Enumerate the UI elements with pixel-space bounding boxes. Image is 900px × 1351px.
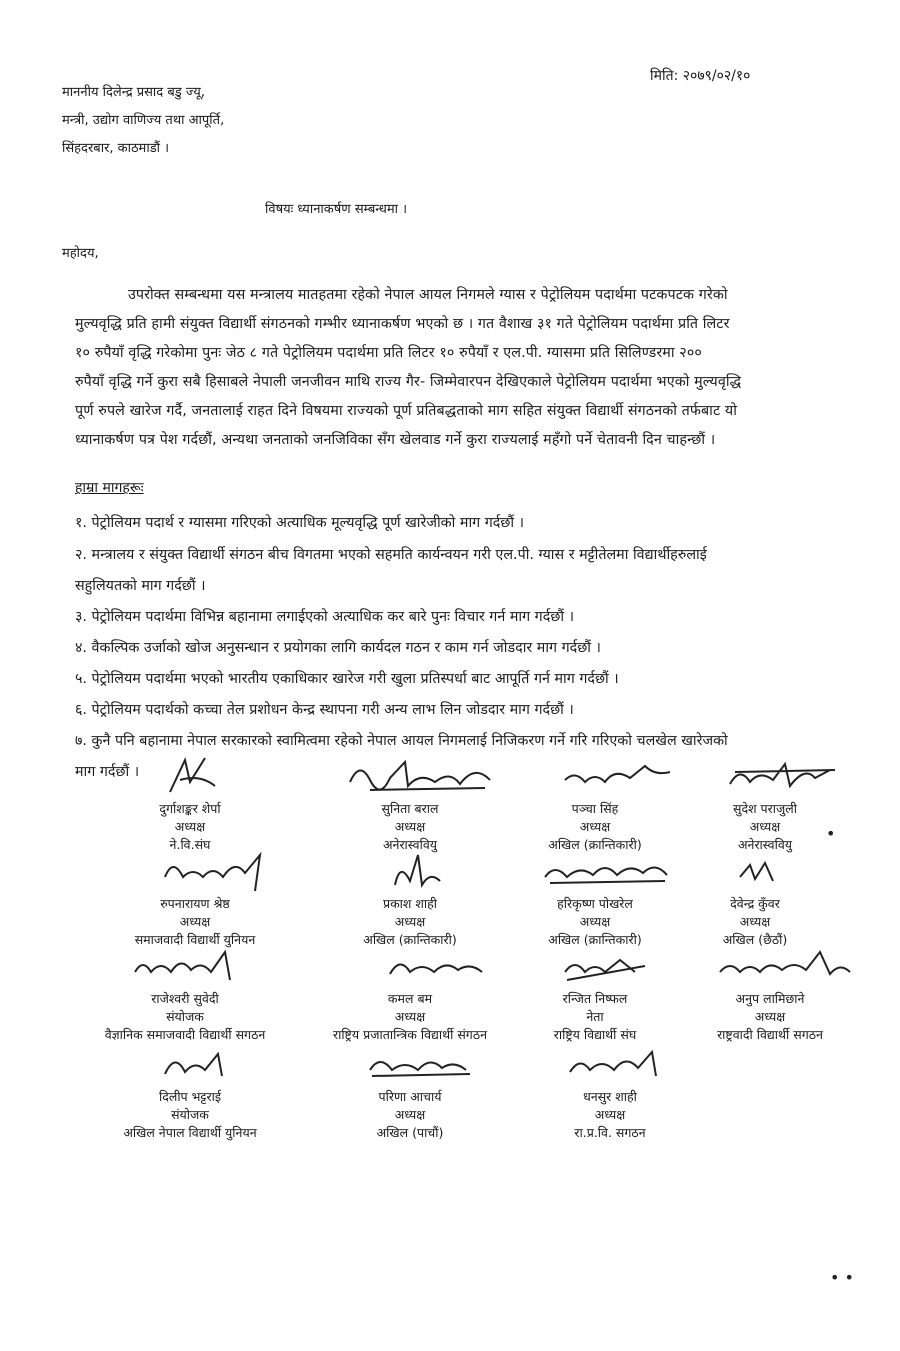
signatory-role: अध्यक्ष (394, 914, 426, 929)
handwritten-signature (95, 847, 295, 895)
signatory-name: सुनिता बराल (381, 801, 439, 816)
signatory-role: संयोजक (166, 1009, 204, 1024)
signatory-role: अध्यक्ष (594, 1107, 626, 1122)
handwritten-signature (655, 847, 855, 895)
signatory-org: अखिल नेपाल विद्यार्थी युनियन (123, 1125, 257, 1140)
handwritten-signature (510, 1040, 710, 1088)
demand-item: ५. पेट्रोलियम पदार्थमा भएको भारतीय एकाधिकार खारेज गरी खुला प्रतिस्पर्धा बाट आपूर्ति गर्न माग गर्दछौं । (75, 671, 619, 687)
signatory-org: राष्ट्रिय विद्यार्थी संघ (553, 1027, 637, 1042)
body-line: ध्यानाकर्षण पत्र पेश गर्दछौं, अन्यथा जनताको जनजिविका सँग खेलवाड गर्ने कुरा राज्यलाई महँगो पर्ने चेतावनी दिन चाहन्छौं । (75, 432, 716, 448)
signatory-block (310, 1040, 510, 1142)
signatory-role: अध्यक्ष (174, 819, 206, 834)
body-line: पूर्ण रुपले खारेज गर्दै, जनतालाई राहत दिने विषयमा राज्यको पूर्ण प्रतिबद्धताको माग सहित संयुक्त विद्यार्थी संगठनको तर्फबाट यो (75, 403, 738, 419)
demand-item: ७. कुनै पनि बहानामा नेपाल सरकारको स्वामित्वमा रहेको नेपाल आयल निगमलाई निजिकरण गर्ने गरि गरिएको चलखेल खारेजको (75, 733, 728, 749)
signatory-org: अखिल (क्रान्तिकारी) (548, 932, 642, 947)
signatory-role: अध्यक्ष (394, 819, 426, 834)
signatory-name: दुर्गाशङ्कर शेर्पा (159, 801, 221, 816)
signatory-org: वैज्ञानिक समाजवादी विद्यार्थी सगठन (104, 1027, 266, 1042)
signatory-org: अखिल (पाचौं) (376, 1125, 444, 1140)
signatory-role: अध्यक्ष (579, 819, 611, 834)
signatory-block (655, 847, 855, 949)
signatory-block (510, 1040, 710, 1142)
signatory-role: संयोजक (171, 1107, 209, 1122)
signatory-org: अखिल (क्रान्तिकारी) (363, 932, 457, 947)
signatory-name: सुदेश पराजुली (733, 801, 797, 816)
signatory-role: अध्यक्ष (394, 1009, 426, 1024)
handwritten-signature (90, 752, 290, 800)
signatory-name: कमल बम (387, 991, 433, 1006)
signatory-name: परिणा आचार्य (378, 1089, 442, 1104)
signatory-org: ने.वि.संघ (169, 837, 211, 852)
body-line: मुल्यवृद्धि प्रति हामी संयुक्त विद्यार्थी संगठनको गम्भीर ध्यानाकर्षण भएको छ । गत वैशाख ३१ गते पेट्रोलियम पदार्थमा प्रति लिटर (75, 316, 730, 332)
signatory-block (310, 847, 510, 949)
demand-item-continuation: सहुलियतको माग गर्दछौं । (75, 578, 206, 594)
signatory-name: रुपनारायण श्रेष्ठ (160, 896, 230, 911)
signatory-block (310, 942, 510, 1044)
demands-heading: हाम्रा मागहरूः (75, 480, 144, 496)
signatory-role: अध्यक्ष (754, 1009, 786, 1024)
handwritten-signature (665, 752, 865, 800)
recipient-line-3: सिंहदरबार, काठमाडौं । (62, 141, 170, 156)
signatory-role: अध्यक्ष (179, 914, 211, 929)
signatory-block (95, 847, 295, 949)
signatory-org: अनेरास्ववियु (382, 837, 438, 852)
signatory-block (90, 752, 290, 854)
scan-speck: • • (830, 1268, 854, 1287)
signatory-block (495, 942, 695, 1044)
signatory-name: धनसुर शाही (583, 1089, 637, 1104)
signatory-block (90, 1040, 290, 1142)
handwritten-signature (85, 942, 285, 990)
demand-item-continuation: माग गर्दछौं । (75, 764, 140, 780)
salutation: महोदय, (62, 246, 99, 261)
signatory-block (85, 942, 285, 1044)
signatory-name: राजेश्वरी सुवेदी (151, 991, 219, 1006)
body-line: १० रुपैयाँ वृद्धि गरेकोमा पुनः जेठ ८ गते पेट्रोलियम पदार्थमा प्रति लिटर १० रुपैयाँ र एल.पी. ग्यासमा प्रति सिलिण्डरमा २०० (75, 345, 702, 361)
signatory-block (310, 752, 510, 854)
signatory-block (670, 942, 870, 1044)
signatory-org: राष्ट्रिय प्रजातान्त्रिक विद्यार्थी संगठन (332, 1027, 488, 1042)
scan-speck: • (826, 824, 836, 843)
signatory-role: अध्यक्ष (579, 914, 611, 929)
signatory-org: रा.प्र.वि. सगठन (574, 1125, 646, 1140)
signatory-org: राष्ट्रवादी विद्यार्थी सगठन (717, 1027, 823, 1042)
signatory-org: अखिल (क्रान्तिकारी) (548, 837, 642, 852)
letter-date: मिति: २०७९/०२/१० (650, 68, 751, 84)
signatory-role: नेता (586, 1009, 604, 1024)
demand-item: ३. पेट्रोलियम पदार्थमा विभिन्न बहानामा लगाईएको अत्याधिक कर बारे पुनः विचार गर्न माग गर्दछौं । (75, 609, 575, 625)
signatory-role: अध्यक्ष (749, 819, 781, 834)
handwritten-signature (495, 942, 695, 990)
body-line: उपरोक्त सम्बन्धमा यस मन्त्रालय मातहतमा रहेको नेपाल आयल निगमले ग्यास र पेट्रोलियम पदार्थमा पटकपटक गरेको (128, 287, 728, 303)
demand-item: २. मन्त्रालय र संयुक्त विद्यार्थी संगठन बीच विगतमा भएको सहमति कार्यन्वयन गरी एल.पी. ग्यास र मट्टीतेलमा विद्यार्थीहरुलाई (75, 547, 707, 563)
signatory-name: रन्जित निष्फल (562, 991, 628, 1006)
signatory-name: अनुप लामिछाने (735, 991, 805, 1006)
handwritten-signature (310, 1040, 510, 1088)
signatory-role: अध्यक्ष (394, 1107, 426, 1122)
handwritten-signature (310, 847, 510, 895)
handwritten-signature (670, 942, 870, 990)
recipient-line-1: माननीय दिलेन्द्र प्रसाद बडु ज्यू, (62, 85, 205, 100)
signatory-org: अनेरास्ववियु (737, 837, 793, 852)
body-line: रुपैयाँ वृद्धि गर्ने कुरा सबै हिसाबले नेपाली जनजीवन माथि राज्य गैर- जिम्मेवारपन देखिएकाले पेट्रोलियम पदार्थमा भएको मुल्यवृद्धि (75, 374, 742, 390)
signatory-org: समाजवादी विद्यार्थी युनियन (134, 932, 256, 947)
demand-item: ६. पेट्रोलियम पदार्थको कच्चा तेल प्रशोधन केन्द्र स्थापना गरी अन्य लाभ लिन जोडदार माग गर्दछौं । (75, 702, 574, 718)
signatory-role: अध्यक्ष (739, 914, 771, 929)
recipient-line-2: मन्त्री, उद्योग वाणिज्य तथा आपूर्ति, (62, 113, 225, 128)
handwritten-signature (310, 942, 510, 990)
signatory-org: अखिल (छैठौं) (722, 932, 788, 947)
demand-item: ४. वैकल्पिक उर्जाको खोज अनुसन्धान र प्रयोगका लागि कार्यदल गठन र काम गर्न जोडदार माग गर्दछौं । (75, 640, 601, 656)
handwritten-signature (310, 752, 510, 800)
signatory-name: दिलीप भट्टराई (158, 1089, 222, 1104)
demand-item: १. पेट्रोलियम पदार्थ र ग्यासमा गरिएको अत्याधिक मूल्यवृद्धि पूर्ण खारेजीको माग गर्दछौं । (75, 515, 525, 531)
handwritten-signature (90, 1040, 290, 1088)
signatory-name: देवेन्द्र कुँवर (730, 896, 780, 911)
signatory-name: हरिकृष्ण पोखरेल (557, 896, 633, 911)
letter-subject: विषयः ध्यानाकर्षण सम्बन्धमा । (265, 202, 408, 217)
signatory-name: प्रकाश शाही (382, 896, 438, 911)
signatory-name: पञ्चा सिंह (571, 801, 619, 816)
